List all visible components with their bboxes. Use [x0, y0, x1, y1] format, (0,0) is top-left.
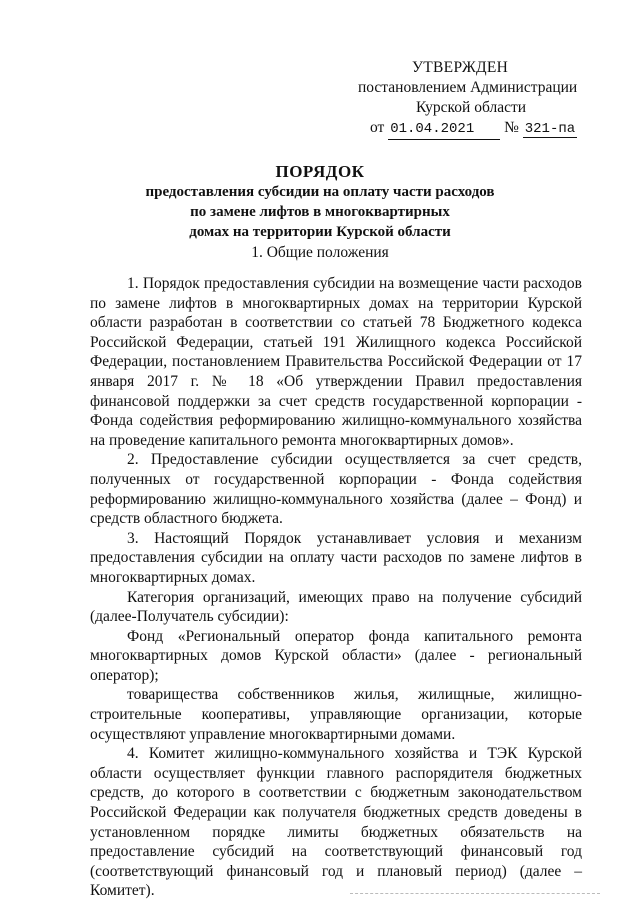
paragraph: 3. Настоящий Порядок устанавливает условия и механизм предоставления субсидии на оплату части расходов по замене лифтов в многоквартирных домах. — [90, 529, 582, 586]
paragraph: Фонд «Региональный оператор фонда капитального ремонта многоквартирных домов Курской области» (далее - региональный оператор); — [90, 627, 582, 684]
approval-region: Курской области — [416, 99, 527, 116]
approval-issuer: постановлением Администрации — [358, 79, 578, 96]
approval-date: 01.04.2021 — [388, 119, 500, 140]
section-heading: 1. Общие положения — [251, 244, 389, 261]
scan-edge-mark — [350, 893, 600, 896]
approval-title: УТВЕРЖДЕН — [412, 59, 509, 76]
paragraph: Категория организаций, имеющих право на получение субсидий (далее-Получатель субсидии): — [90, 588, 582, 626]
approval-number: 321-па — [524, 121, 576, 137]
document-body — [90, 274, 582, 901]
document-subtitle-line-2: по замене лифтов в многоквартирных — [190, 204, 450, 220]
paragraph: 2. Предоставление субсидии осуществляется за счет средств, полученных от государственной корпорации - Фонда содействия реформированию жилищно-коммунального хозяйства (далее – Фонд) и средств областного бюджета. — [90, 451, 582, 528]
document-title: ПОРЯДОК — [275, 162, 365, 181]
document-subtitle-line-1: предоставления субсидии на оплату части расходов — [145, 184, 495, 200]
date-prefix: от — [370, 119, 385, 136]
approval-date-number — [370, 118, 577, 140]
paragraph: 1. Порядок предоставления субсидии на возмещение части расходов по замене лифтов в многоквартирных домах на территории Курской области разработан в соответствии со статьей 78 Бюджетного кодекса Российской Федерации, статьей 191 Жилищного кодекса Российской Федерации, постановлением Правительства Российской Федерации от 17 января 2017 г. № 18 «Об утверждении Правил предоставления финансовой поддержки за счет средств государственной корпорации - Фонда содействия реформированию жилищно-коммунального хозяйства на проведение капитального ремонта многоквартирных домов». — [90, 275, 582, 449]
paragraph: 4. Комитет жилищно-коммунального хозяйства и ТЭК Курской области осуществляет функции главного распорядителя бюджетных средств, до которого в соответствии с бюджетным законодательством Российской Федерации как получателя бюджетных средств доведены в установленном порядке лимиты бюджетных обязательств на предоставление субсидий на соответствующий финансовый год (соответствующий финансовый год и плановый период) (далее – Комитет). — [90, 745, 582, 900]
document-subtitle-line-3: домах на территории Курской области — [189, 224, 451, 240]
paragraph: товарищества собственников жилья, жилищные, жилищно-строительные кооперативы, управляющие организации, которые осуществляют управление многоквартирными домами. — [90, 686, 582, 743]
number-prefix: № — [504, 119, 519, 136]
